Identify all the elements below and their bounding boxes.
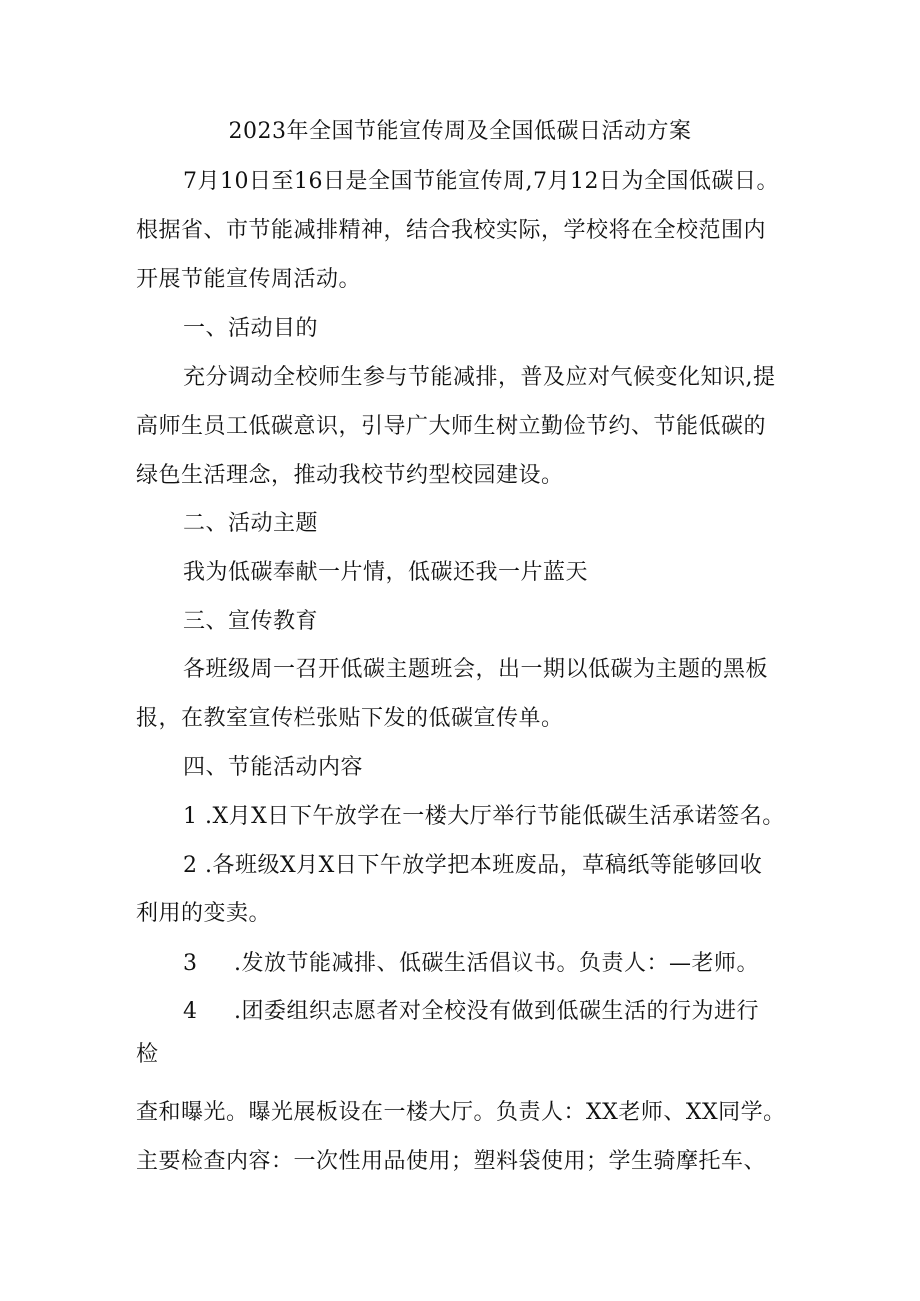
section4-heading: 四、节能活动内容 [183,755,364,780]
section1-heading: 一、活动目的 [183,316,319,341]
section4-item-4-number: 4 [183,999,198,1024]
intro-line-1: 7月10日至16日是全国节能宣传周,7月12日为全国低碳日。 [183,169,779,194]
section3-line-1: 各班级周一召开低碳主题班会，出一期以低碳为主题的黑板 [183,657,769,682]
section4-continuation-line-2: 主要检查内容：一次性用品使用；塑料袋使用；学生骑摩托车、 [136,1149,767,1174]
document-title: 2023年全国节能宣传周及全国低碳日活动方案 [228,119,692,144]
section2-heading: 二、活动主题 [183,511,319,536]
section2-line-1: 我为低碳奉献一片情，低碳还我一片蓝天 [183,560,589,585]
section4-item-4-text: .团委组织志愿者对全校没有做到低碳生活的行为进行 [234,999,759,1024]
section4-item-1: 1 .X月X日下午放学在一楼大厅举行节能低碳生活承诺签名。 [183,804,785,829]
section4-item-2-line-2: 利用的变卖。 [136,901,272,926]
section4-continuation-line-1: 查和曝光。曝光展板设在一楼大厅。负责人：XX老师、XX同学。 [136,1100,786,1125]
intro-line-2: 根据省、市节能减排精神，结合我校实际，学校将在全校范围内 [136,218,767,243]
section1-line-2: 高师生员工低碳意识，引导广大师生树立勤俭节约、节能低碳的 [136,414,767,439]
section4-item-2-line-1: 2 .各班级X月X日下午放学把本班废品，草稿纸等能够回收 [183,853,763,878]
section1-line-1: 充分调动全校师生参与节能减排，普及应对气候变化知识,提 [183,365,776,390]
section1-line-3: 绿色生活理念，推动我校节约型校园建设。 [136,463,564,488]
section3-line-2: 报，在教室宣传栏张贴下发的低碳宣传单。 [136,706,564,731]
section3-heading: 三、宣传教育 [183,609,319,634]
section4-item-3-number: 3 [183,951,198,976]
section4-item-4-wrap: 检 [136,1042,159,1067]
section4-item-3-text: .发放节能减排、低碳生活倡议书。负责人：—老师。 [234,951,759,976]
intro-line-3: 开展节能宣传周活动。 [136,267,362,292]
